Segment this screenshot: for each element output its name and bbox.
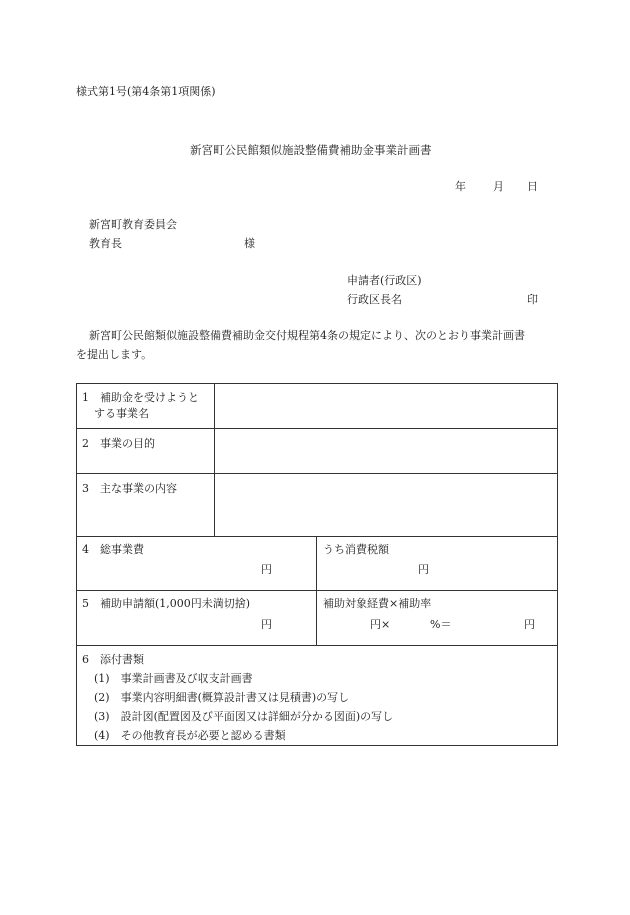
date-day: 日 bbox=[527, 180, 538, 193]
row-subsidy-amount bbox=[77, 591, 558, 646]
body-text-line1: 新宮町公民館類似施設整備費補助金交付規程第4条の規定により、次のとおり事業計画書 bbox=[89, 329, 525, 342]
row-project-purpose bbox=[77, 429, 558, 474]
content-label-cell bbox=[77, 474, 215, 537]
attachment-item: (3) 設計図(配置図及び平面図又は詳細が分かる図面)の写し bbox=[94, 710, 394, 723]
attachments-label: 6 添付書類 bbox=[82, 653, 144, 666]
project-name-label-line1: 1 補助金を受けようと bbox=[82, 391, 199, 404]
application-form-table bbox=[76, 383, 558, 746]
date-year: 年 bbox=[455, 180, 466, 193]
project-name-value-cell[interactable] bbox=[215, 384, 558, 429]
total-cost-label: 4 総事業費 bbox=[82, 543, 144, 556]
row-project-content bbox=[77, 474, 558, 537]
applicant-name-label: 行政区長名 bbox=[347, 293, 402, 306]
addressee-honorific: 様 bbox=[244, 237, 255, 250]
row-project-name bbox=[77, 384, 558, 429]
document-title: 新宮町公民館類似施設整備費補助金事業計画書 bbox=[190, 143, 432, 157]
body-text-line2: を提出します。 bbox=[76, 348, 153, 361]
subsidy-calc-cell[interactable] bbox=[317, 591, 558, 646]
row-total-cost bbox=[77, 537, 558, 591]
attachment-item: (4) その他教育長が必要と認める書類 bbox=[94, 729, 286, 742]
seal-mark: 印 bbox=[527, 293, 538, 306]
consumption-tax-label: うち消費税額 bbox=[323, 543, 389, 556]
addressee-title: 教育長 bbox=[89, 237, 122, 250]
date-month: 月 bbox=[493, 180, 504, 193]
purpose-value-cell[interactable] bbox=[215, 429, 558, 474]
project-name-label-line2: する事業名 bbox=[94, 407, 149, 420]
content-value-cell[interactable] bbox=[215, 474, 558, 537]
subsidy-amount-label: 5 補助申請額(1,000円未満切捨) bbox=[82, 597, 251, 610]
content-label: 3 主な事業の内容 bbox=[82, 482, 177, 495]
attachments-cell bbox=[77, 646, 558, 746]
subsidy-calc-label: 補助対象経費×補助率 bbox=[323, 597, 432, 610]
subsidy-amount-unit: 円 bbox=[261, 618, 272, 631]
total-cost-cell[interactable] bbox=[77, 537, 317, 591]
consumption-tax-cell[interactable] bbox=[317, 537, 558, 591]
total-cost-unit: 円 bbox=[261, 563, 272, 576]
purpose-label-cell bbox=[77, 429, 215, 474]
attachment-item: (2) 事業内容明細書(概算設計書又は見積書)の写し bbox=[94, 691, 350, 704]
subsidy-calc-yen: 円× bbox=[370, 618, 391, 631]
applicant-label: 申請者(行政区) bbox=[347, 274, 422, 287]
subsidy-calc-percent: %＝ bbox=[430, 618, 452, 631]
subsidy-amount-cell[interactable] bbox=[77, 591, 317, 646]
subsidy-calc-result: 円 bbox=[524, 618, 535, 631]
addressee-org: 新宮町教育委員会 bbox=[89, 218, 177, 231]
row-attachments bbox=[77, 646, 558, 746]
consumption-tax-unit: 円 bbox=[418, 563, 429, 576]
project-name-label-cell bbox=[77, 384, 215, 429]
purpose-label: 2 事業の目的 bbox=[82, 437, 155, 450]
attachment-item: (1) 事業計画書及び収支計画書 bbox=[94, 672, 253, 685]
form-number: 様式第1号(第4条第1項関係) bbox=[76, 85, 216, 98]
